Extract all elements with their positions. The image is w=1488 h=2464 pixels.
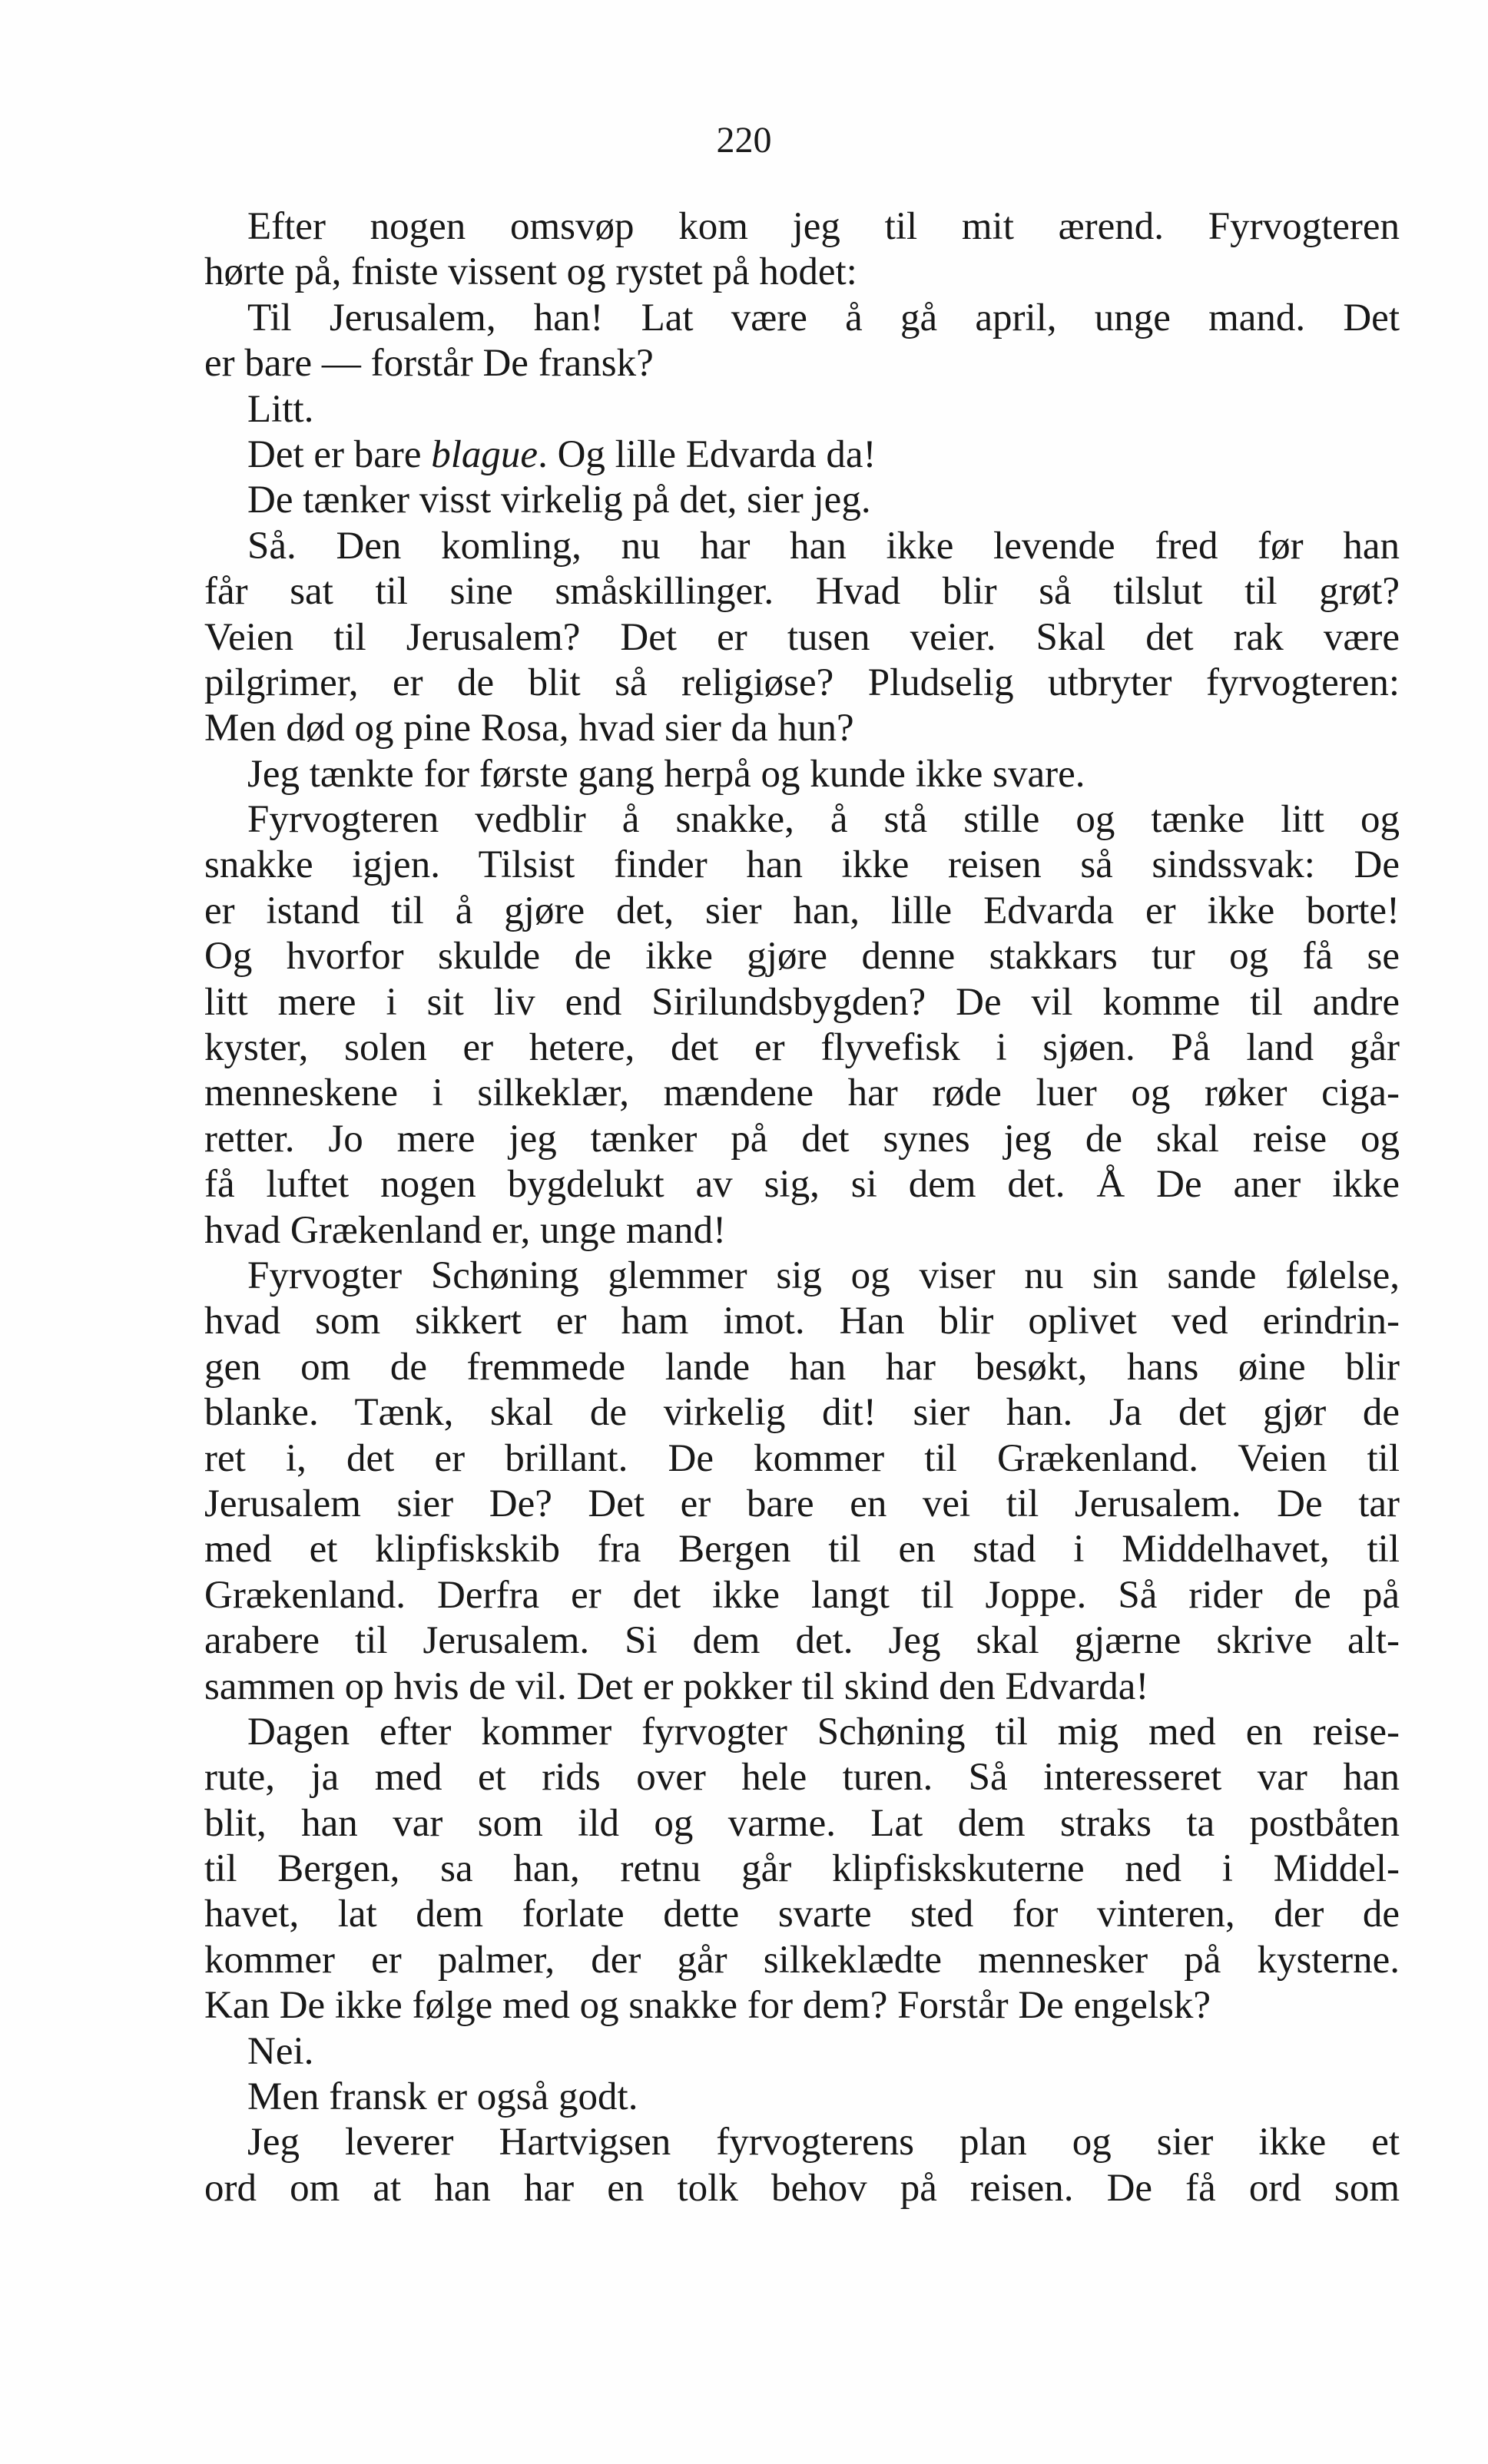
text-line: blanke. Tænk, skal de virkelig dit! sier han. Ja det gjør de (204, 1391, 1400, 1435)
text-line: retter. Jo mere jeg tænker på det synes jeg de skal reise og (204, 1117, 1400, 1161)
text-line: litt mere i sit liv end Sirilundsbygden? De vil komme til andre (204, 980, 1400, 1024)
text-line: er bare — forstår De fransk? (204, 342, 654, 386)
body-text (204, 204, 1400, 2211)
text-line: Nei. (247, 2029, 314, 2073)
text-line: Men fransk er også godt. (247, 2075, 638, 2119)
text-line: med et klipfiskskib fra Bergen til en stad i Middelhavet, til (204, 1528, 1400, 1571)
text-line: Men død og pine Rosa, hvad sier da hun? (204, 707, 854, 750)
text-line: få luftet nogen bygdelukt av sig, si dem det. Å De aner ikke (204, 1163, 1400, 1207)
text-line: pilgrimer, er de blit så religiøse? Pludselig utbryter fyrvogteren: (204, 661, 1400, 704)
text-line: ret i, det er brillant. De kommer til Grækenland. Veien til (204, 1436, 1400, 1480)
text-line: hvad Grækenland er, unge mand! (204, 1208, 727, 1252)
text-line: er istand til å gjøre det, sier han, lille Edvarda er ikke borte! (204, 889, 1400, 932)
text-line: til Bergen, sa han, retnu går klipfiskskuterne ned i Middel- (204, 1847, 1400, 1891)
text-line: Efter nogen omsvøp kom jeg til mit ærend. Fyrvogteren (247, 205, 1400, 248)
text-line: gen om de fremmede lande han har besøkt, hans øine blir (204, 1345, 1400, 1389)
text-line: Det er bare blague. Og lille Edvarda da! (247, 432, 877, 476)
text-line: hvad som sikkert er ham imot. Han blir oplivet ved erindrin- (204, 1300, 1400, 1343)
text-line: Jerusalem sier De? Det er bare en vei til Jerusalem. De tar (204, 1482, 1400, 1525)
page-number: 220 (716, 120, 772, 161)
text-line: Jeg tænkte for første gang herpå og kunde ikke svare. (247, 752, 1085, 796)
text-line: Fyrvogteren vedblir å snakke, å stå stille og tænke litt og (247, 798, 1400, 842)
text-line: snakke igjen. Tilsist finder han ikke reisen så sindssvak: De (204, 843, 1400, 887)
text-line: Jeg leverer Hartvigsen fyrvogterens plan og sier ikke et (247, 2121, 1400, 2164)
text-line: hørte på, fniste vissent og rystet på hodet: (204, 250, 857, 294)
text-line: sammen op hvis de vil. Det er pokker til skind den Edvarda! (204, 1664, 1149, 1708)
text-line: menneskene i silkeklær, mændene har røde luer og røker ciga- (204, 1071, 1400, 1115)
text-line: Fyrvogter Schøning glemmer sig og viser nu sin sande følelse, (247, 1254, 1400, 1297)
text-line: Litt. (247, 387, 314, 431)
text-line: Dagen efter kommer fyrvogter Schøning til mig med en reise- (247, 1710, 1400, 1754)
italic-word: blague (431, 432, 539, 476)
text-line: Kan De ikke følge med og snakke for dem? Forstår De engelsk? (204, 1984, 1211, 2028)
text-line: Grækenland. Derfra er det ikke langt til Joppe. Så rider de på (204, 1573, 1400, 1617)
text-line: Til Jerusalem, han! Lat være å gå april, unge mand. Det (247, 296, 1400, 339)
text-line: Og hvorfor skulde de ikke gjøre denne stakkars tur og få se (204, 935, 1400, 979)
text-line: kyster, solen er hetere, det er flyvefisk i sjøen. På land går (204, 1026, 1400, 1070)
text-line: arabere til Jerusalem. Si dem det. Jeg skal gjærne skrive alt- (204, 1619, 1400, 1663)
text-line: Veien til Jerusalem? Det er tusen veier. Skal det rak være (204, 615, 1400, 659)
text-line: ord om at han har en tolk behov på reisen. De få ord som (204, 2166, 1400, 2210)
text-line: rute, ja med et rids over hele turen. Så interesseret var han (204, 1756, 1400, 1800)
text-line: blit, han var som ild og varme. Lat dem straks ta postbåten (204, 1801, 1400, 1845)
text-line: får sat til sine småskillinger. Hvad blir så tilslut til grøt? (204, 570, 1400, 614)
text-line: Så. Den komling, nu har han ikke levende fred før han (247, 524, 1400, 568)
text-line: havet, lat dem forlate dette svarte sted for vinteren, der de (204, 1893, 1400, 1936)
text-line: De tænker visst virkelig på det, sier jeg. (247, 479, 871, 522)
text-line: kommer er palmer, der går silkeklædte mennesker på kysterne. (204, 1938, 1400, 1982)
